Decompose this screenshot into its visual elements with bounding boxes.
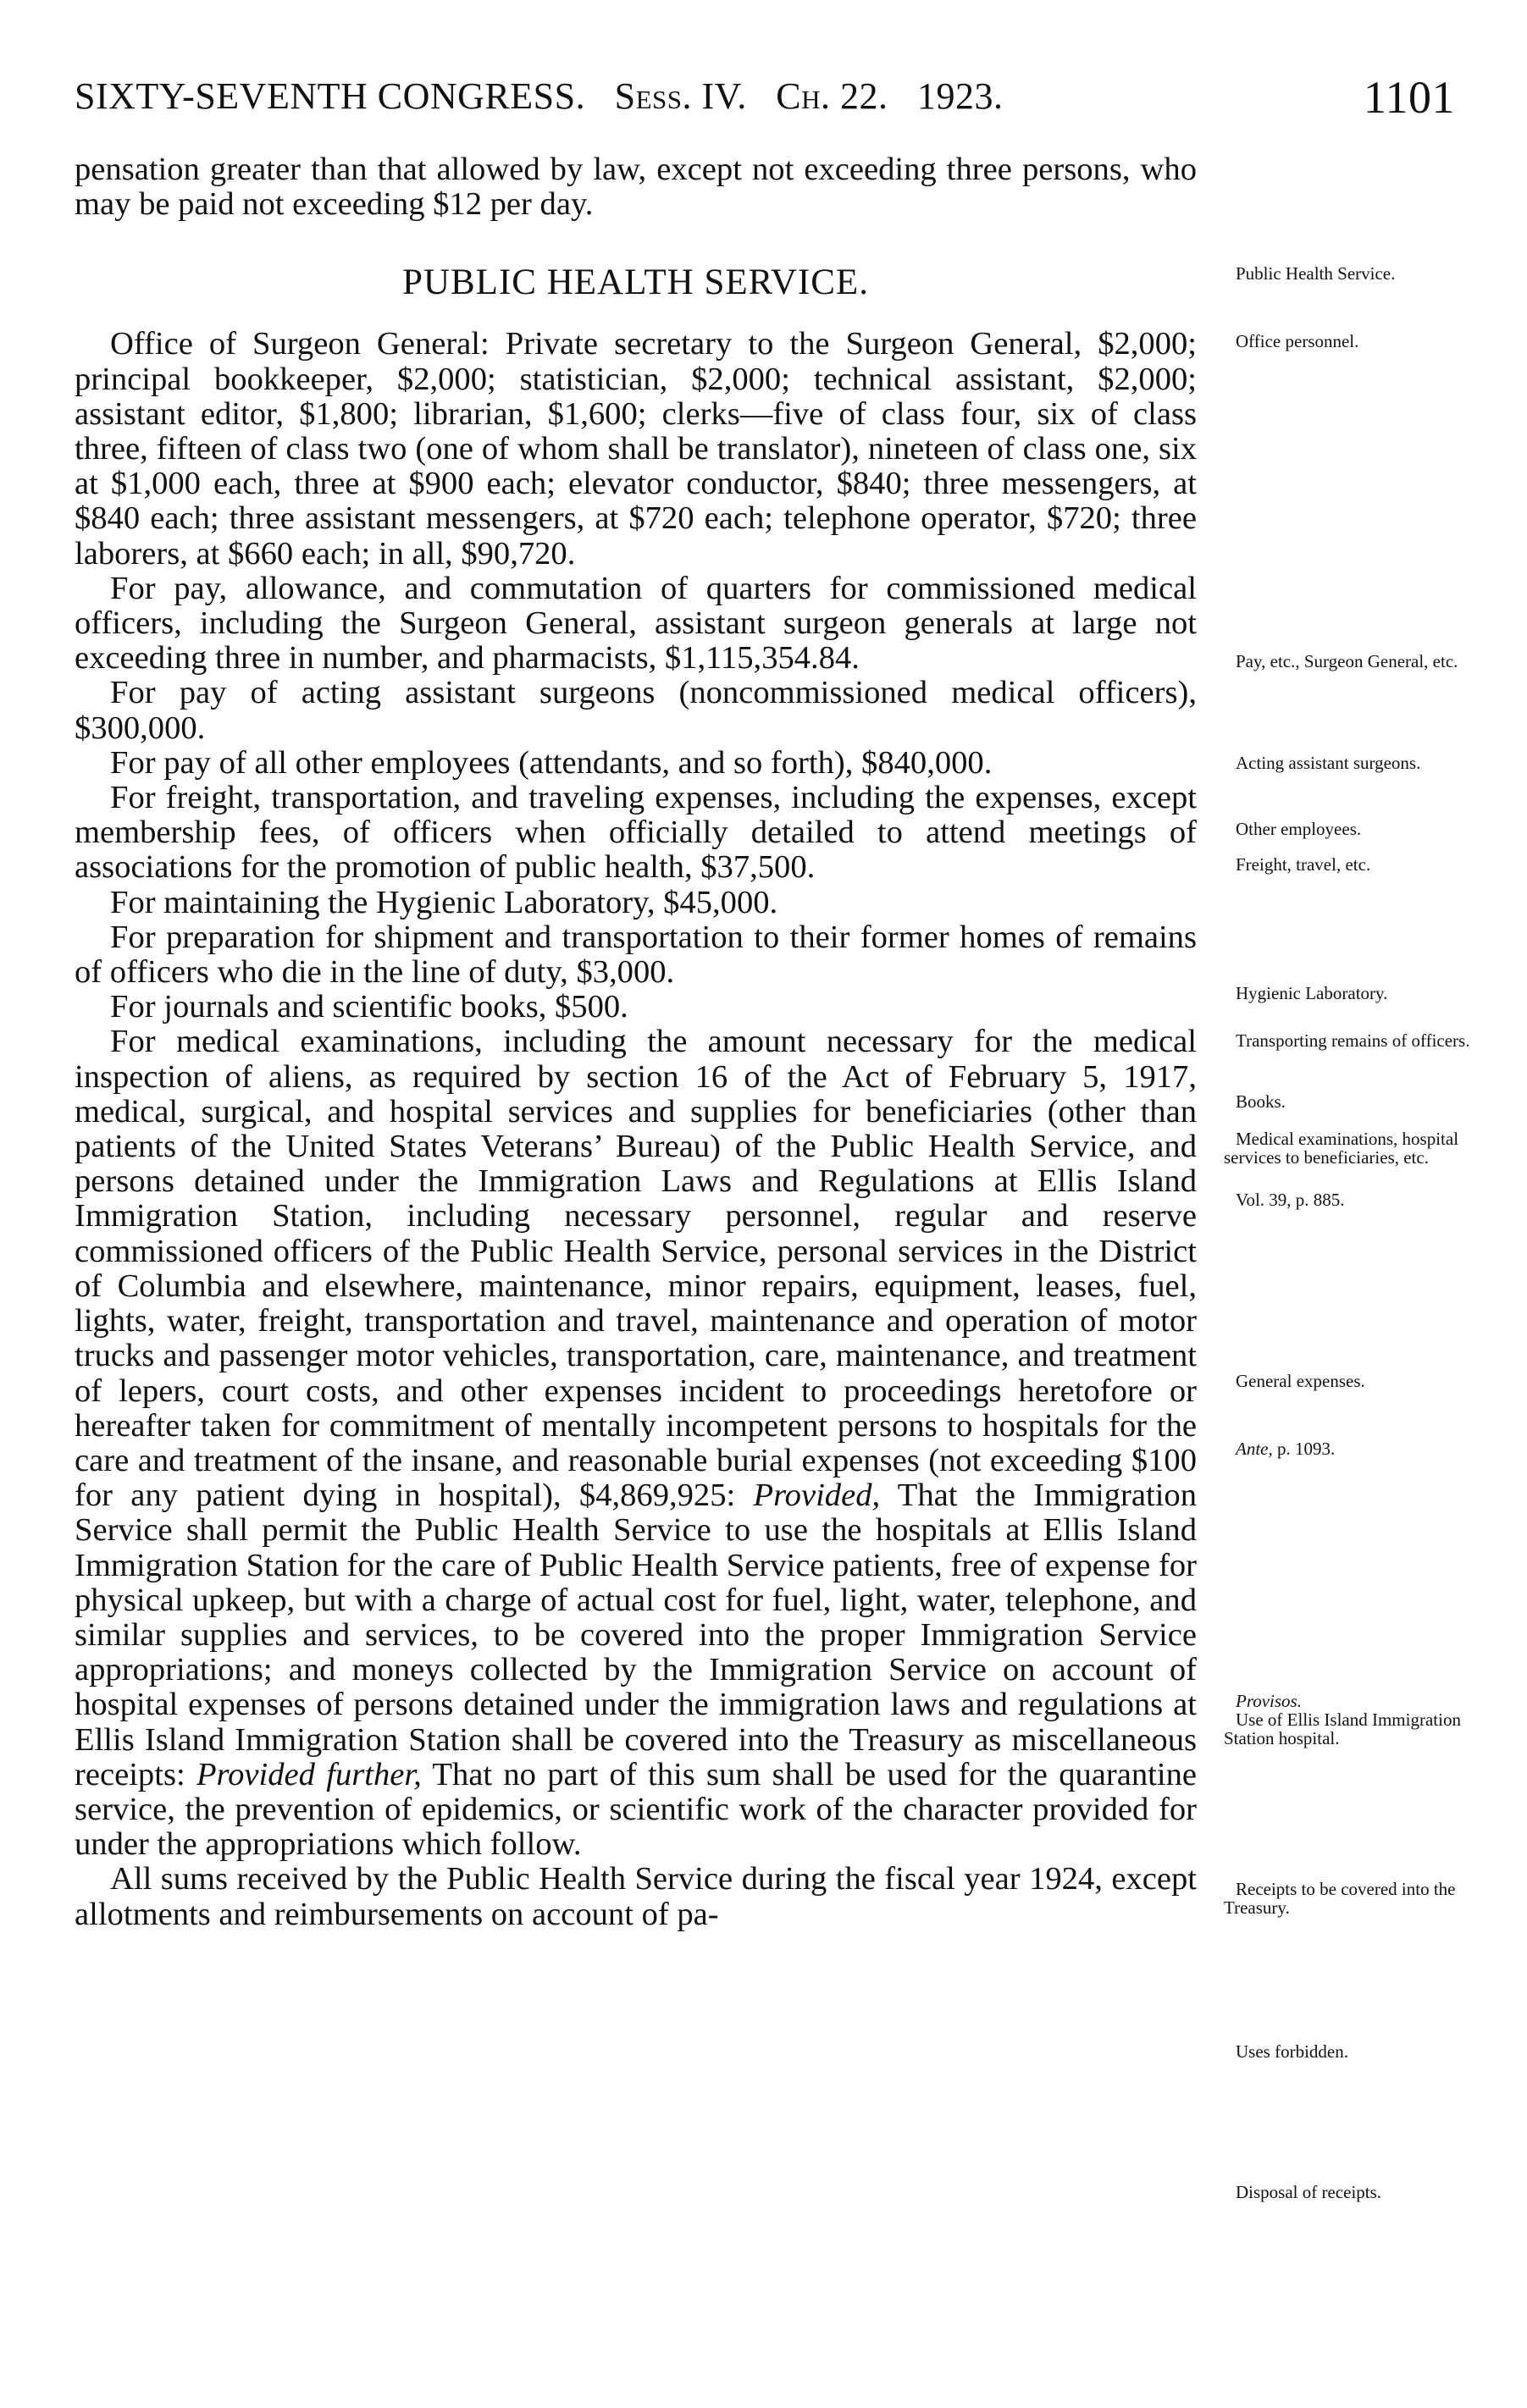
margin-note-pay-surgeon-general: Pay, etc., Surgeon General, etc.	[1236, 651, 1458, 671]
medical-exam-text-a: For medical examinations, including the amount necessary for the medical inspection of aliens, as required by section 16 of the Act of February 5, 1917, medical, surgical, and hospital services and supplies for beneficiaries (other than patients of the United States Veterans’ Bureau) of the Public Health Service, and persons detained under the Immigration Laws and Regulations at Ellis Island Immigration Station, including necessary personnel, regular and reserve commissioned officers of the Public Health Service, personal services in the District of Columbia and elsewhere, maintenance, minor repairs, equipment, leases, fuel, lights, water, freight, transportation and travel, maintenance and operation of motor trucks and passenger motor vehicles, transportation, care, maintenance, and treatment of lepers, court costs, and other expenses incident to proceedings heretofore or hereafter taken for commitment of mentally incompetent persons to hospitals for the care and treatment of the insane, and reasonable burial expenses (not exceeding $100 for any patient dying in hospital), $4,869,925:	[75, 1024, 1197, 1514]
margin-note-general-expenses: General expenses.	[1236, 1371, 1365, 1391]
margin-note-office-personnel: Office personnel.	[1236, 331, 1359, 351]
chapter-label: Ch. 22.	[776, 75, 888, 117]
margin-note-provisos: Provisos.	[1236, 1691, 1302, 1711]
office-surgeon-general-paragraph: Office of Surgeon General: Private secretary to the Surgeon General, $2,000; principal bookkeeper, $2,000; statistician, $2,000; technical assistant, $2,000; assistant editor, $1,800; librarian, $1,600; clerks—five of class four, six of class three, fifteen of class two (one of whom shall be translator), nineteen of class one, six at $1,000 each, three at $900 each; elevator conductor, $840; three messengers, at $840 each; three assistant messengers, at $720 each; telephone operator, $720; three laborers, at $660 each; in all, $90,720.	[75, 326, 1197, 572]
margin-note-uses-forbidden: Uses forbidden.	[1236, 2041, 1348, 2062]
margin-note-books: Books.	[1236, 1091, 1286, 1112]
year-label: 1923.	[917, 75, 1004, 117]
section-heading: PUBLIC HEALTH SERVICE.	[402, 262, 869, 303]
freight-travel-paragraph: For freight, transportation, and traveling expenses, including the expenses, except membership fees, of officers when officially detailed to attend meetings of associations for the promotion of public health, $37,500.	[75, 780, 1197, 886]
medical-exam-text-c: That no part of this sum shall be used for the quarantine service, the prevention of epidemics, or scientific work of the character provided for under the appropriations which follow.	[75, 1756, 1197, 1863]
margin-note-vol-reference: Vol. 39, p. 885.	[1236, 1190, 1345, 1210]
margin-note-other-employees: Other employees.	[1236, 819, 1362, 839]
medical-examinations-paragraph	[75, 1025, 1197, 1862]
margin-note-public-health: Public Health Service.	[1236, 263, 1396, 284]
margin-note-medical-examinations: Medical examinations, hospital services to beneficiaries, etc.	[1224, 1129, 1459, 1168]
margin-note-freight-travel: Freight, travel, etc.	[1236, 854, 1371, 875]
margin-note-transporting-remains: Transporting remains of officers.	[1236, 1030, 1470, 1051]
ante-page: p. 1093.	[1276, 1439, 1336, 1459]
other-employees-paragraph: For pay of all other employees (attendants, and so forth), $840,000.	[110, 744, 993, 781]
hygienic-laboratory-paragraph: For maintaining the Hygienic Laboratory, $45,000.	[110, 884, 778, 920]
acting-surgeons-paragraph: For pay of acting assistant surgeons (noncommissioned medical officers), $300,000.	[75, 675, 1197, 746]
opening-paragraph: pensation greater than that allowed by law, except not exceeding three persons, who may be paid not exceeding $12 per day.	[75, 152, 1197, 223]
main-text-column	[75, 152, 1197, 1932]
journals-books-paragraph: For journals and scientific books, $500.	[110, 989, 628, 1025]
sums-received-paragraph: All sums received by the Public Health Service during the fiscal year 1924, except allotments and reimbursements on account of pa-	[75, 1861, 1197, 1932]
margin-note-acting-surgeons: Acting assistant surgeons.	[1236, 753, 1421, 773]
margin-note-hygienic-laboratory: Hygienic Laboratory.	[1236, 983, 1388, 1003]
margin-note-disposal-receipts: Disposal of receipts.	[1236, 2182, 1382, 2202]
margin-note-ellis-island: Use of Ellis Island Immigration Station hospital.	[1224, 1709, 1461, 1748]
running-head	[75, 72, 1455, 134]
running-head-title	[75, 75, 1004, 118]
pay-allowance-paragraph: For pay, allowance, and commutation of quarters for commissioned medical officers, including the Surgeon General, assistant surgeon generals at large not exceeding three in number, and pharmacists, $1,115,354.84.	[75, 570, 1197, 677]
ante-prefix: Ante,	[1236, 1439, 1273, 1459]
congress-title: SIXTY-SEVENTH CONGRESS.	[75, 75, 586, 117]
margin-note-receipts-treasury: Receipts to be covered into the Treasury.	[1224, 1879, 1456, 1918]
session-label: Sess. IV.	[614, 75, 747, 117]
page-number: 1101	[1364, 72, 1455, 123]
margin-note-ante-reference	[1224, 1439, 1478, 1458]
provided-label: Provided,	[753, 1477, 881, 1514]
provided-further-label: Provided further,	[196, 1756, 422, 1792]
medical-exam-text-b: That the Immigration Service shall permit the Public Health Service to use the hospitals at Ellis Island Immigration Station for the care of Public Health Service patients, free of expense for physical upkeep, but with a charge of actual cost for fuel, light, water, telephone, and similar supplies and services, to be covered into the proper Immigration Service appropriations; and moneys collected by the Immigration Service on account of hospital expenses of persons detained under the immigration laws and regulations at Ellis Island Immigration Station shall be covered into the Treasury as miscellaneous receipts:	[75, 1477, 1197, 1792]
transport-remains-paragraph: For preparation for shipment and transportation to their former homes of remains of officers who die in the line of duty, $3,000.	[75, 919, 1197, 991]
